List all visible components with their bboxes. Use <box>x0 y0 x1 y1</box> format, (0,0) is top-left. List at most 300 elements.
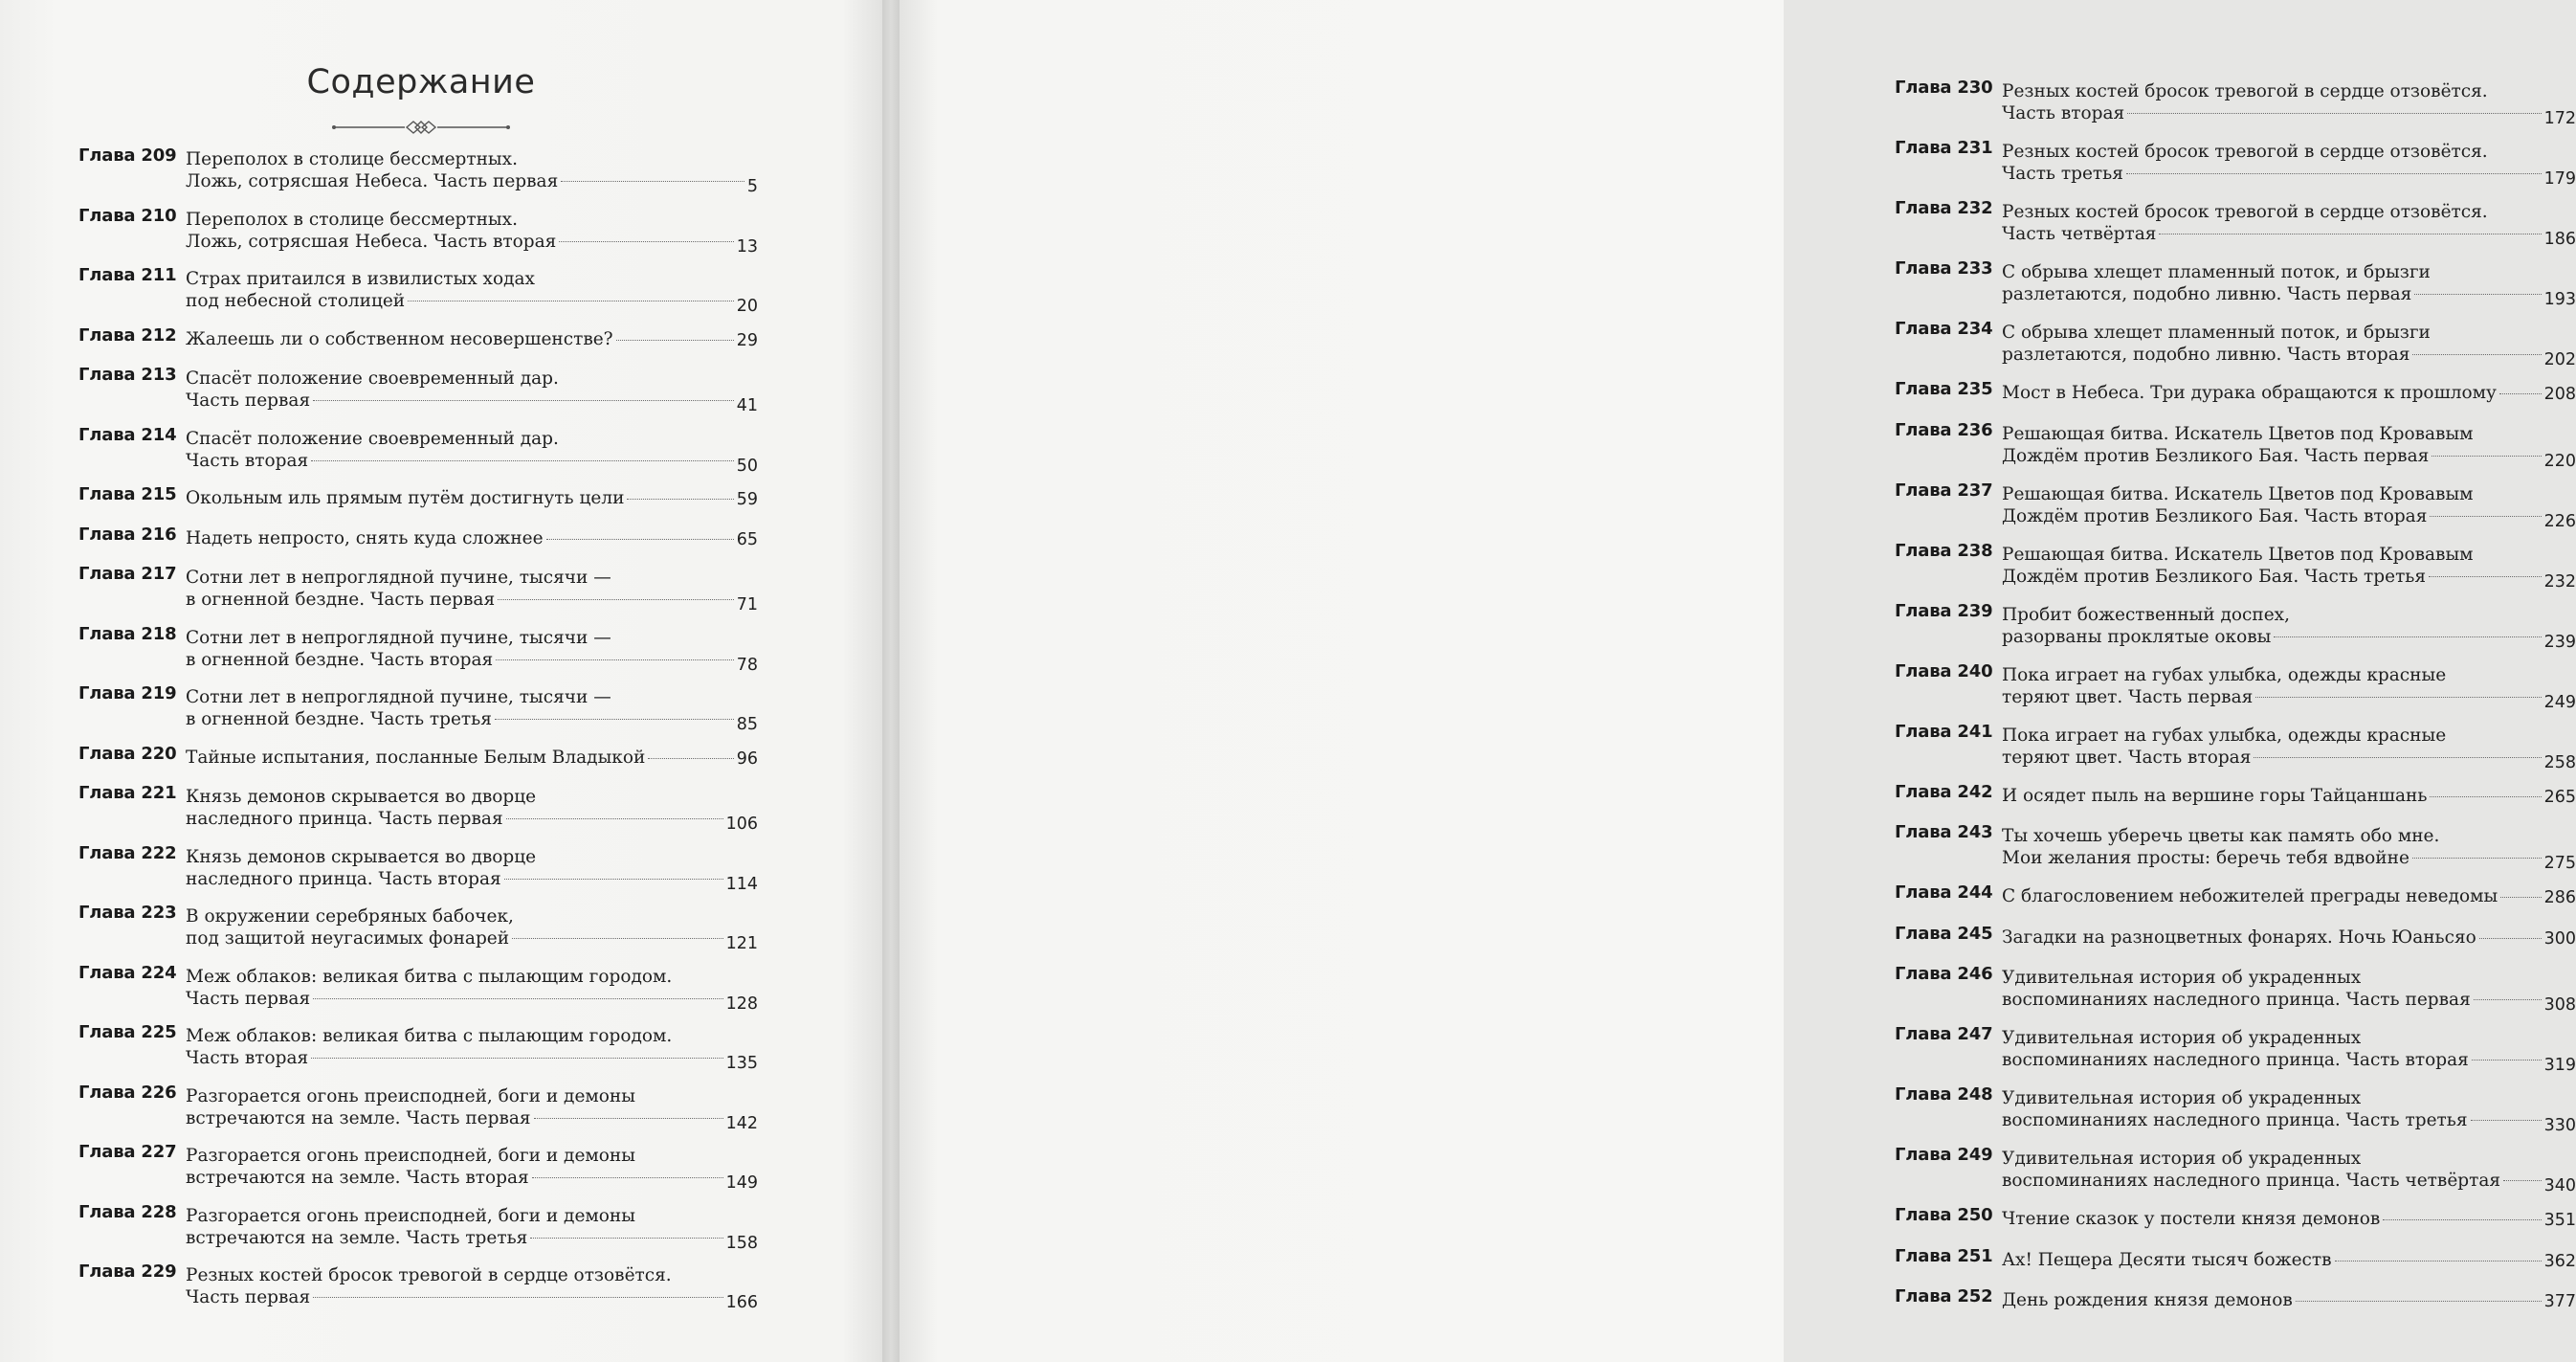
chapter-label <box>1895 319 2000 339</box>
chapter-word: Глава <box>78 484 136 504</box>
chapter-title-line: День рождения князя демонов <box>2002 1290 2293 1310</box>
chapter-word: Глава <box>78 524 136 545</box>
chapter-title-line: Часть первая <box>186 391 311 411</box>
chapter-word: Глава <box>78 1262 136 1282</box>
chapter-label <box>1895 822 2000 842</box>
chapter-label <box>1895 661 2000 681</box>
dot-leader <box>311 1058 722 1059</box>
chapter-label <box>1895 782 2000 802</box>
chapter-word: Глава <box>1895 419 1952 440</box>
chapter-number: 236 <box>1957 419 1993 440</box>
chapter-word: Глава <box>1895 1084 1952 1105</box>
chapter-title-line: Тайные испытания, посланные Белым Владыкой <box>186 747 646 768</box>
toc-entry <box>1895 924 2576 965</box>
chapter-title-line: Ах! Пещера Десяти тысяч божеств <box>2002 1249 2332 1270</box>
toc-entry <box>1895 722 2576 782</box>
page-number: 149 <box>725 1173 758 1193</box>
toc-entry <box>1895 661 2576 722</box>
chapter-title-line: Удивительная история об украденных <box>2002 1149 2362 1169</box>
page-title: Содержание <box>306 63 536 101</box>
chapter-word: Глава <box>1895 721 1952 742</box>
chapter-title-line: Надеть непросто, снять куда сложнее <box>186 527 544 548</box>
book-gutter <box>882 0 899 1362</box>
toc-list-left <box>78 145 758 1322</box>
chapter-word: Глава <box>78 1142 136 1162</box>
page-number: 85 <box>736 715 758 734</box>
chapter-number: 222 <box>141 842 177 863</box>
chapter-number: 221 <box>141 783 177 803</box>
page-number: 65 <box>736 529 758 549</box>
toc-entry <box>78 1022 758 1083</box>
chapter-title-line: Удивительная история об украденных <box>2002 1088 2362 1108</box>
dot-leader <box>512 938 723 939</box>
chapter-word: Глава <box>1895 480 1952 501</box>
chapter-title-line: С благословением небожителей преграды неведомы <box>2002 886 2498 906</box>
chapter-title-line: Дождём против Безликого Бая. Часть вторая <box>2002 505 2428 526</box>
dot-leader <box>311 460 734 461</box>
left-page <box>0 0 882 1362</box>
chapter-label <box>1895 1084 2000 1105</box>
toc-entry <box>1895 198 2576 258</box>
chapter-label <box>1895 964 2000 984</box>
chapter-title-line: Загадки на разноцветных фонарях. Ночь Юаньсяо <box>2002 927 2476 948</box>
chapter-word: Глава <box>78 842 136 863</box>
chapter-number: 237 <box>1957 480 1993 501</box>
dot-leader <box>648 758 733 759</box>
page-number: 114 <box>725 874 758 894</box>
chapter-title-line: Часть вторая <box>186 1048 309 1068</box>
page-number: 220 <box>2543 451 2576 471</box>
toc-entry <box>1895 420 2576 480</box>
chapter-number: 250 <box>1957 1205 1993 1225</box>
chapter-title-line: Князь демонов скрывается во дворце <box>186 787 537 807</box>
chapter-title-line: В окружении серебряных бабочек, <box>186 906 514 927</box>
chapter-label <box>1895 1145 2000 1165</box>
chapter-label <box>78 265 184 285</box>
chapter-word: Глава <box>1895 1245 1952 1266</box>
chapter-number: 252 <box>1957 1286 1993 1306</box>
page-number: 193 <box>2543 290 2576 309</box>
right-page <box>899 0 2576 1362</box>
chapter-number: 248 <box>1957 1084 1993 1105</box>
page-number: 286 <box>2543 888 2576 907</box>
chapter-title-line: Разгорается огонь преисподней, боги и демоны <box>186 1146 635 1166</box>
chapter-number: 229 <box>141 1262 177 1282</box>
chapter-title-line: разлетаются, подобно ливню. Часть первая <box>2002 284 2412 304</box>
toc-entry <box>1895 319 2576 379</box>
chapter-title-line: под защитой неугасимых фонарей <box>186 928 510 949</box>
chapter-word: Глава <box>1895 138 1952 158</box>
toc-entry <box>1895 1246 2576 1287</box>
chapter-number: 212 <box>141 324 177 346</box>
chapter-label <box>78 365 184 385</box>
toc-entry <box>78 564 758 624</box>
chapter-number: 211 <box>141 265 177 285</box>
chapter-word: Глава <box>78 683 136 703</box>
chapter-label <box>1895 924 2000 944</box>
chapter-label <box>78 903 184 923</box>
toc-entry <box>1895 541 2576 601</box>
page-number: 128 <box>725 994 758 1014</box>
toc-entry <box>1895 601 2576 661</box>
toc-entry <box>1895 78 2576 138</box>
chapter-number: 213 <box>141 365 177 385</box>
chapter-number: 239 <box>1957 600 1993 621</box>
chapter-title-line: Спасёт положение своевременный дар. <box>186 368 559 389</box>
chapter-label <box>78 1262 184 1282</box>
chapter-title-line: встречаются на земле. Часть первая <box>186 1107 531 1128</box>
chapter-number: 219 <box>141 683 177 703</box>
chapter-title-line: Меж облаков: великая битва с пылающим городом. <box>186 1026 673 1046</box>
dot-leader <box>2412 354 2541 355</box>
dot-leader <box>2479 938 2542 939</box>
chapter-word: Глава <box>1895 882 1952 903</box>
dot-leader <box>2274 636 2541 637</box>
dot-leader <box>627 499 733 500</box>
chapter-title-line: Часть третья <box>2002 164 2123 184</box>
chapter-word: Глава <box>78 1201 136 1222</box>
toc-entry <box>78 425 758 485</box>
chapter-number: 242 <box>1957 781 1993 802</box>
chapter-title-line: Часть вторая <box>186 450 309 471</box>
chapter-word: Глава <box>78 265 136 285</box>
chapter-title-line: Пока играет на губах улыбка, одежды красные <box>2002 664 2447 685</box>
chapter-word: Глава <box>78 424 136 445</box>
chapter-label <box>1895 198 2000 218</box>
chapter-title-line: разлетаются, подобно ливню. Часть вторая <box>2002 345 2410 365</box>
chapter-word: Глава <box>1895 923 1952 944</box>
chapter-title-line: наследного принца. Часть первая <box>186 809 503 829</box>
chapter-number: 215 <box>141 484 177 504</box>
page-number: 275 <box>2543 854 2576 873</box>
chapter-word: Глава <box>1895 258 1952 279</box>
chapter-title-line: воспоминаниях наследного принца. Часть четвёртая <box>2002 1171 2501 1191</box>
chapter-number: 224 <box>141 962 177 983</box>
toc-entry <box>1895 882 2576 924</box>
chapter-number: 238 <box>1957 540 1993 561</box>
chapter-label <box>78 564 184 584</box>
chapter-word: Глава <box>1895 1024 1952 1044</box>
chapter-label <box>78 484 184 504</box>
chapter-number: 228 <box>141 1201 177 1222</box>
chapter-title-line: в огненной бездне. Часть третья <box>186 709 492 729</box>
chapter-word: Глава <box>1895 781 1952 802</box>
chapter-title-line: Решающая битва. Искатель Цветов под Кровавым <box>2002 483 2474 504</box>
dot-leader <box>495 719 734 720</box>
chapter-label <box>1895 480 2000 501</box>
page-number: 186 <box>2543 230 2576 249</box>
dot-leader <box>2430 516 2541 517</box>
chapter-title-line: наследного принца. Часть вторая <box>186 868 501 889</box>
chapter-word: Глава <box>1895 198 1952 218</box>
chapter-number: 226 <box>141 1082 177 1103</box>
chapter-title-line: воспоминаниях наследного принца. Часть первая <box>2002 990 2471 1010</box>
dot-leader <box>2472 1060 2542 1061</box>
toc-entry <box>78 963 758 1023</box>
chapter-title-line: Чтение сказок у постели князя демонов <box>2002 1209 2381 1229</box>
chapter-label <box>78 525 184 545</box>
page-number: 59 <box>736 490 758 509</box>
chapter-number: 245 <box>1957 923 1993 944</box>
page-number: 50 <box>736 456 758 476</box>
chapter-label <box>78 683 184 703</box>
dot-leader <box>2412 858 2542 859</box>
dot-leader <box>2503 1180 2542 1181</box>
chapter-word: Глава <box>78 365 136 385</box>
dot-leader <box>561 181 744 182</box>
chapter-label <box>1895 1286 2000 1306</box>
dot-leader <box>2335 1261 2542 1262</box>
chapter-number: 230 <box>1957 78 1993 98</box>
chapter-label <box>1895 258 2000 279</box>
toc-entry <box>78 365 758 425</box>
toc-entry <box>78 484 758 525</box>
chapter-title-line: в огненной бездне. Часть первая <box>186 590 496 610</box>
chapter-title-line: Пока играет на губах улыбка, одежды красные <box>2002 725 2447 746</box>
chapter-number: 244 <box>1957 882 1993 903</box>
chapter-number: 220 <box>141 743 177 764</box>
chapter-title-line: Часть первая <box>186 988 311 1009</box>
chapter-label <box>1895 541 2000 561</box>
chapter-number: 214 <box>141 424 177 445</box>
chapter-title-line: Ложь, сотрясшая Небеса. Часть первая <box>186 171 559 191</box>
chapter-number: 231 <box>1957 138 1993 158</box>
chapter-title-line: И осядет пыль на вершине горы Тайцаншань <box>2002 785 2428 806</box>
chapter-label <box>78 1142 184 1162</box>
dot-leader <box>530 1238 722 1239</box>
toc-list-right <box>1895 78 2576 1328</box>
title-ornament-icon <box>330 117 512 138</box>
chapter-title-line: воспоминаниях наследного принца. Часть третья <box>2002 1110 2468 1130</box>
toc-entry <box>78 325 758 366</box>
chapter-word: Глава <box>78 1022 136 1042</box>
page-number: 319 <box>2543 1056 2576 1075</box>
dot-leader <box>2500 897 2541 898</box>
dot-leader <box>506 818 723 819</box>
chapter-number: 235 <box>1957 379 1993 399</box>
chapter-label <box>78 425 184 445</box>
chapter-word: Глава <box>1895 1145 1952 1165</box>
toc-entry <box>1895 379 2576 420</box>
page-number: 13 <box>736 236 758 257</box>
dot-leader <box>496 659 733 660</box>
page-number: 362 <box>2543 1251 2576 1271</box>
page-number: 258 <box>2543 752 2576 772</box>
page-number: 202 <box>2543 350 2576 369</box>
toc-entry <box>78 525 758 565</box>
chapter-title-line: Удивительная история об украденных <box>2002 1028 2362 1048</box>
dot-leader <box>2255 697 2541 698</box>
page-number: 96 <box>736 748 758 769</box>
toc-entry <box>78 744 758 784</box>
toc-entry <box>78 903 758 963</box>
page-number: 377 <box>2543 1292 2576 1311</box>
toc-entry <box>1895 138 2576 198</box>
chapter-title-line: Разгорается огонь преисподней, боги и демоны <box>186 1085 635 1106</box>
chapter-title-line: Часть четвёртая <box>2002 224 2157 244</box>
toc-entry <box>78 1083 758 1143</box>
chapter-title-line: теряют цвет. Часть первая <box>2002 686 2254 707</box>
chapter-title-line: Переполох в столице бессмертных. <box>186 209 518 230</box>
chapter-title-line: Ложь, сотрясшая Небеса. Часть вторая <box>186 231 557 252</box>
toc-entry <box>1895 822 2576 882</box>
chapter-title-line: Спасёт положение своевременный дар. <box>186 428 559 449</box>
chapter-label <box>1895 601 2000 621</box>
page-number: 340 <box>2543 1176 2576 1195</box>
chapter-title-line: Удивительная история об украденных <box>2002 968 2362 988</box>
chapter-label <box>78 963 184 983</box>
toc-entry <box>78 683 758 744</box>
chapter-number: 243 <box>1957 822 1993 842</box>
chapter-label <box>78 744 184 764</box>
page-number: 158 <box>725 1233 758 1253</box>
chapter-word: Глава <box>1895 319 1952 339</box>
page-number: 265 <box>2543 787 2576 807</box>
dot-leader <box>2127 113 2541 114</box>
chapter-number: 234 <box>1957 319 1993 339</box>
toc-entry <box>78 843 758 904</box>
chapter-word: Глава <box>78 783 136 803</box>
chapter-number: 225 <box>141 1022 177 1042</box>
chapter-word: Глава <box>1895 660 1952 681</box>
chapter-label <box>1895 722 2000 742</box>
toc-entry <box>78 145 758 206</box>
chapter-word: Глава <box>1895 540 1952 561</box>
dot-leader <box>2429 576 2542 577</box>
chapter-title-line: разорваны проклятые оковы <box>2002 626 2272 647</box>
dot-leader <box>2383 1219 2541 1220</box>
chapter-word: Глава <box>1895 600 1952 621</box>
chapter-title-line: Пробит божественный доспех, <box>2002 604 2290 625</box>
chapter-label <box>1895 1024 2000 1044</box>
chapter-title-line: Решающая битва. Искатель Цветов под Кровавым <box>2002 423 2474 444</box>
chapter-title-line: Решающая битва. Искатель Цветов под Кровавым <box>2002 544 2474 565</box>
toc-entry <box>78 265 758 325</box>
dot-leader <box>2430 796 2541 797</box>
page-number: 166 <box>725 1293 758 1312</box>
toc-entry <box>1895 480 2576 541</box>
chapter-number: 241 <box>1957 721 1993 742</box>
page-number: 29 <box>736 330 758 350</box>
chapter-title-line: Сотни лет в непроглядной пучине, тысячи — <box>186 568 611 588</box>
chapter-number: 217 <box>141 564 177 584</box>
chapter-title-line: Дождём против Безликого Бая. Часть третья <box>2002 566 2427 587</box>
chapter-label <box>78 325 184 346</box>
chapter-title-line: Переполох в столице бессмертных. <box>186 149 518 169</box>
dot-leader <box>2432 456 2541 457</box>
dot-leader <box>2474 999 2542 1000</box>
page-number: 232 <box>2543 571 2576 592</box>
chapter-title-line: Резных костей бросок тревогой в сердце отзовётся. <box>2002 81 2488 101</box>
chapter-word: Глава <box>78 145 136 166</box>
chapter-title-line: Сотни лет в непроглядной пучине, тысячи — <box>186 687 611 707</box>
chapter-word: Глава <box>78 564 136 584</box>
chapter-number: 223 <box>141 903 177 923</box>
toc-entry <box>1895 964 2576 1024</box>
chapter-title-line: Окольным иль прямым путём достигнуть цели <box>186 488 625 508</box>
chapter-title-line: под небесной столицей <box>186 291 406 311</box>
page-number: 142 <box>725 1113 758 1133</box>
toc-entry <box>78 1202 758 1262</box>
page-number: 121 <box>725 934 758 953</box>
chapter-word: Глава <box>1895 1286 1952 1306</box>
page-number: 41 <box>736 396 758 415</box>
chapter-title-line: Разгорается огонь преисподней, боги и демоны <box>186 1205 635 1226</box>
page-number: 20 <box>736 297 758 316</box>
toc-entry <box>1895 1084 2576 1145</box>
page-number: 71 <box>736 595 758 614</box>
chapter-title-line: Жалеешь ли о собственном несовершенстве? <box>186 328 613 349</box>
chapter-title-line: Часть первая <box>186 1287 311 1307</box>
chapter-word: Глава <box>1895 379 1952 399</box>
chapter-title-line: Князь демонов скрывается во дворце <box>186 846 537 867</box>
chapter-number: 218 <box>141 623 177 644</box>
page-number: 172 <box>2543 109 2576 128</box>
chapter-title-line: Сотни лет в непроглядной пучине, тысячи — <box>186 627 611 648</box>
page-number: 239 <box>2543 632 2576 652</box>
chapter-title-line: встречаются на земле. Часть третья <box>186 1227 528 1248</box>
chapter-title-line: Резных костей бросок тревогой в сердце отзовётся. <box>186 1265 672 1285</box>
dot-leader <box>534 1118 723 1119</box>
chapter-title-line: встречаются на земле. Часть вторая <box>186 1168 529 1188</box>
chapter-number: 216 <box>141 524 177 545</box>
chapter-title-line: С обрыва хлещет пламенный поток, и брызги <box>2002 262 2431 282</box>
chapter-title-line: Меж облаков: великая битва с пылающим городом. <box>186 966 673 987</box>
page-number: 135 <box>725 1054 758 1073</box>
chapter-label <box>1895 882 2000 903</box>
page-number: 308 <box>2543 995 2576 1015</box>
chapter-word: Глава <box>78 205 136 226</box>
chapter-word: Глава <box>78 1082 136 1103</box>
chapter-number: 247 <box>1957 1024 1993 1044</box>
dot-leader <box>2471 1120 2542 1121</box>
chapter-number: 246 <box>1957 964 1993 984</box>
dot-leader <box>2296 1301 2542 1302</box>
chapter-number: 227 <box>141 1142 177 1162</box>
toc-entry <box>78 206 758 266</box>
chapter-title-line: Часть вторая <box>2002 103 2125 123</box>
chapter-number: 233 <box>1957 258 1993 279</box>
chapter-label <box>78 624 184 644</box>
chapter-word: Глава <box>78 903 136 923</box>
page-number: 300 <box>2543 928 2576 949</box>
dot-leader <box>559 241 733 242</box>
chapter-number: 232 <box>1957 198 1993 218</box>
dot-leader <box>546 539 734 540</box>
toc-entry <box>1895 782 2576 823</box>
chapter-title-line: Дождём против Безликого Бая. Часть первая <box>2002 445 2430 466</box>
dot-leader <box>2499 393 2542 394</box>
chapter-word: Глава <box>1895 78 1952 98</box>
page-number: 179 <box>2543 169 2576 189</box>
toc-entry <box>78 1142 758 1202</box>
chapter-title-line: Мост в Небеса. Три дурака обращаются к прошлому <box>2002 383 2497 403</box>
chapter-word: Глава <box>1895 964 1952 984</box>
toc-entry <box>1895 1205 2576 1246</box>
chapter-number: 249 <box>1957 1145 1993 1165</box>
toc-entry <box>1895 1145 2576 1205</box>
chapter-label <box>1895 1246 2000 1266</box>
chapter-label <box>78 206 184 226</box>
chapter-label <box>1895 78 2000 98</box>
page-number: 5 <box>746 177 758 196</box>
toc-entry <box>78 1262 758 1322</box>
dot-leader <box>2254 757 2541 758</box>
chapter-label <box>78 783 184 803</box>
chapter-label <box>78 1022 184 1042</box>
dot-leader <box>313 1297 722 1298</box>
chapter-number: 210 <box>141 205 177 226</box>
